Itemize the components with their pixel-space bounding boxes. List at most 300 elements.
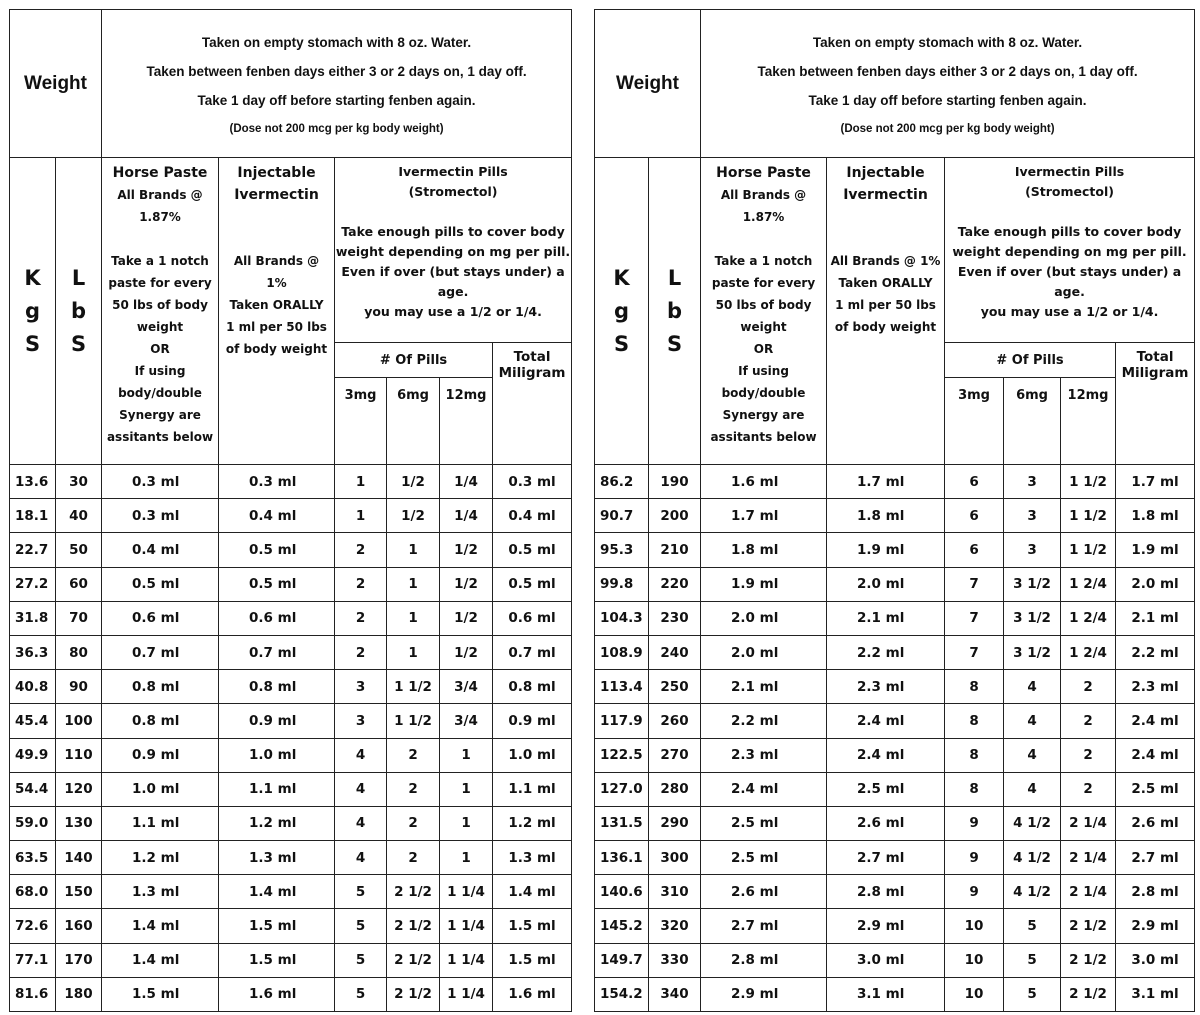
lbs-cell: 80 — [56, 635, 102, 669]
pills-3mg-cell: 2 — [335, 601, 387, 635]
total-mg-cell: 0.9 ml — [493, 704, 572, 738]
mg3-header: 3mg — [335, 378, 387, 465]
table-row — [10, 943, 572, 977]
total-mg-cell: 1.0 ml — [493, 738, 572, 772]
pills-12mg-cell: 1/4 — [440, 465, 493, 499]
dosage-table-right — [594, 9, 1194, 1012]
horse-paste-header: Horse Paste All Brands @ 1.87% Take a 1 notch paste for every 50 lbs of body weight OR If using body/double Synergy are assitants below — [102, 158, 219, 465]
lbs-cell: 290 — [649, 806, 701, 840]
injectable-cell: 1.3 ml — [219, 841, 335, 875]
pills-3mg-cell: 9 — [945, 841, 1004, 875]
injectable-cell: 2.7 ml — [827, 841, 945, 875]
pills-3mg-cell: 7 — [945, 635, 1004, 669]
injectable-header: Injectable Ivermectin All Brands @ 1% Taken ORALLY 1 ml per 50 lbs of body weight — [827, 158, 945, 465]
injectable-cell: 0.9 ml — [219, 704, 335, 738]
kg-cell: 127.0 — [595, 772, 649, 806]
lbs-cell: 70 — [56, 601, 102, 635]
kg-cell: 72.6 — [10, 909, 56, 943]
total-header: Total Miligram — [493, 343, 572, 465]
injectable-cell: 2.4 ml — [827, 738, 945, 772]
lbs-cell: 160 — [56, 909, 102, 943]
total-mg-cell: 1.8 ml — [1116, 499, 1195, 533]
pills-6mg-cell: 3 1/2 — [1004, 635, 1061, 669]
total-mg-cell: 1.1 ml — [493, 772, 572, 806]
total-mg-cell: 1.9 ml — [1116, 533, 1195, 567]
table-row — [10, 841, 572, 875]
total-mg-cell: 3.1 ml — [1116, 977, 1195, 1011]
kg-cell: 145.2 — [595, 909, 649, 943]
lbs-cell: 310 — [649, 875, 701, 909]
injectable-cell: 1.5 ml — [219, 909, 335, 943]
pills-6mg-cell: 1 — [387, 601, 440, 635]
table-row — [10, 635, 572, 669]
pills-3mg-cell: 1 — [335, 499, 387, 533]
injectable-cell: 0.5 ml — [219, 567, 335, 601]
kg-cell: 49.9 — [10, 738, 56, 772]
horse-paste-cell: 2.6 ml — [701, 875, 827, 909]
lbs-cell: 90 — [56, 670, 102, 704]
pills-12mg-cell: 1 2/4 — [1061, 567, 1116, 601]
lbs-cell: 180 — [56, 977, 102, 1011]
mg12-header: 12mg — [440, 378, 493, 465]
table-row — [10, 499, 572, 533]
kg-cell: 77.1 — [10, 943, 56, 977]
horse-paste-cell: 1.0 ml — [102, 772, 219, 806]
pills-6mg-cell: 2 1/2 — [387, 875, 440, 909]
pills-3mg-cell: 10 — [945, 977, 1004, 1011]
injectable-cell: 2.9 ml — [827, 909, 945, 943]
total-mg-cell: 2.4 ml — [1116, 738, 1195, 772]
mg3-header: 3mg — [945, 378, 1004, 465]
weight-label: Weight — [595, 10, 701, 158]
kgs-header: K g S — [595, 158, 649, 465]
horse-paste-cell: 2.2 ml — [701, 704, 827, 738]
injectable-cell: 2.0 ml — [827, 567, 945, 601]
instructions: Taken on empty stomach with 8 oz. Water. Taken between fenben days either 3 or 2 days on, 1 day off. Take 1 day off before starting fenben again. (Dose not 200 mcg per kg body weight) — [701, 10, 1195, 158]
injectable-cell: 1.6 ml — [219, 977, 335, 1011]
pills-12mg-cell: 1 2/4 — [1061, 601, 1116, 635]
pills-3mg-cell: 7 — [945, 601, 1004, 635]
total-mg-cell: 2.9 ml — [1116, 909, 1195, 943]
pills-3mg-cell: 6 — [945, 499, 1004, 533]
table-row — [10, 567, 572, 601]
kg-cell: 81.6 — [10, 977, 56, 1011]
pills-6mg-cell: 4 — [1004, 738, 1061, 772]
pills-12mg-cell: 1 1/4 — [440, 909, 493, 943]
injectable-cell: 1.8 ml — [827, 499, 945, 533]
table-row — [595, 943, 1195, 977]
kg-cell: 54.4 — [10, 772, 56, 806]
horse-paste-cell: 2.9 ml — [701, 977, 827, 1011]
total-mg-cell: 2.2 ml — [1116, 635, 1195, 669]
pills-3mg-cell: 6 — [945, 465, 1004, 499]
pills-6mg-cell: 4 1/2 — [1004, 875, 1061, 909]
injectable-cell: 3.0 ml — [827, 943, 945, 977]
horse-paste-cell: 1.8 ml — [701, 533, 827, 567]
injectable-cell: 3.1 ml — [827, 977, 945, 1011]
horse-paste-cell: 0.8 ml — [102, 704, 219, 738]
kg-cell: 140.6 — [595, 875, 649, 909]
pills-12mg-cell: 2 — [1061, 670, 1116, 704]
pills-header: Ivermectin Pills (Stromectol) Take enough pills to cover body weight depending on mg per pill. Even if over (but stays under) a age. you may use a 1/2 or 1/4. — [945, 158, 1195, 343]
pills-6mg-cell: 1 — [387, 533, 440, 567]
table-row — [595, 806, 1195, 840]
total-mg-cell: 1.4 ml — [493, 875, 572, 909]
kg-cell: 27.2 — [10, 567, 56, 601]
table-row — [595, 567, 1195, 601]
total-mg-cell: 1.2 ml — [493, 806, 572, 840]
total-mg-cell: 2.0 ml — [1116, 567, 1195, 601]
lbs-cell: 50 — [56, 533, 102, 567]
kg-cell: 117.9 — [595, 704, 649, 738]
pills-3mg-cell: 4 — [335, 772, 387, 806]
total-mg-cell: 0.3 ml — [493, 465, 572, 499]
horse-paste-cell: 1.5 ml — [102, 977, 219, 1011]
lbs-cell: 280 — [649, 772, 701, 806]
total-mg-cell: 3.0 ml — [1116, 943, 1195, 977]
pills-6mg-cell: 4 1/2 — [1004, 806, 1061, 840]
pills-3mg-cell: 6 — [945, 533, 1004, 567]
lbs-cell: 220 — [649, 567, 701, 601]
table-row — [595, 772, 1195, 806]
table-row — [10, 909, 572, 943]
pills-12mg-cell: 1/2 — [440, 635, 493, 669]
lbs-cell: 30 — [56, 465, 102, 499]
weight-label: Weight — [10, 10, 102, 158]
horse-paste-cell: 2.3 ml — [701, 738, 827, 772]
lbs-cell: 210 — [649, 533, 701, 567]
horse-paste-cell: 2.1 ml — [701, 670, 827, 704]
table-row — [10, 704, 572, 738]
table-row — [595, 875, 1195, 909]
pills-12mg-cell: 1 1/2 — [1061, 499, 1116, 533]
injectable-cell: 2.5 ml — [827, 772, 945, 806]
lbs-cell: 40 — [56, 499, 102, 533]
injectable-cell: 2.1 ml — [827, 601, 945, 635]
lbs-cell: 200 — [649, 499, 701, 533]
kg-cell: 40.8 — [10, 670, 56, 704]
pills-3mg-cell: 5 — [335, 875, 387, 909]
injectable-cell: 0.7 ml — [219, 635, 335, 669]
total-mg-cell: 1.7 ml — [1116, 465, 1195, 499]
pills-12mg-cell: 2 1/4 — [1061, 875, 1116, 909]
table-row — [595, 909, 1195, 943]
table-row — [595, 841, 1195, 875]
injectable-cell: 1.0 ml — [219, 738, 335, 772]
kg-cell: 63.5 — [10, 841, 56, 875]
lbs-header: L b S — [649, 158, 701, 465]
pills-6mg-cell: 3 — [1004, 499, 1061, 533]
pills-12mg-cell: 1 1/2 — [1061, 533, 1116, 567]
pills-6mg-cell: 1 — [387, 567, 440, 601]
table-row — [595, 704, 1195, 738]
pills-6mg-cell: 1 1/2 — [387, 670, 440, 704]
pills-3mg-cell: 2 — [335, 635, 387, 669]
horse-paste-cell: 0.7 ml — [102, 635, 219, 669]
kg-cell: 31.8 — [10, 601, 56, 635]
total-mg-cell: 0.5 ml — [493, 567, 572, 601]
pills-3mg-cell: 1 — [335, 465, 387, 499]
total-mg-cell: 0.5 ml — [493, 533, 572, 567]
lbs-cell: 150 — [56, 875, 102, 909]
horse-paste-cell: 0.6 ml — [102, 601, 219, 635]
pills-6mg-cell: 5 — [1004, 909, 1061, 943]
table-row — [10, 806, 572, 840]
horse-paste-cell: 0.5 ml — [102, 567, 219, 601]
total-mg-cell: 2.6 ml — [1116, 806, 1195, 840]
pills-6mg-cell: 3 — [1004, 533, 1061, 567]
pills-12mg-cell: 2 1/2 — [1061, 943, 1116, 977]
pills-6mg-cell: 2 — [387, 806, 440, 840]
pills-12mg-cell: 1/2 — [440, 567, 493, 601]
kg-cell: 18.1 — [10, 499, 56, 533]
table-row — [10, 533, 572, 567]
pills-12mg-cell: 1/2 — [440, 533, 493, 567]
lbs-cell: 320 — [649, 909, 701, 943]
lbs-cell: 250 — [649, 670, 701, 704]
injectable-cell: 0.3 ml — [219, 465, 335, 499]
total-mg-cell: 2.5 ml — [1116, 772, 1195, 806]
horse-paste-cell: 0.9 ml — [102, 738, 219, 772]
total-mg-cell: 2.1 ml — [1116, 601, 1195, 635]
kg-cell: 86.2 — [595, 465, 649, 499]
kg-cell: 59.0 — [10, 806, 56, 840]
table-row — [10, 670, 572, 704]
kg-cell: 108.9 — [595, 635, 649, 669]
horse-paste-cell: 1.3 ml — [102, 875, 219, 909]
table-row — [10, 738, 572, 772]
instructions: Taken on empty stomach with 8 oz. Water. Taken between fenben days either 3 or 2 days on, 1 day off. Take 1 day off before starting fenben again. (Dose not 200 mcg per kg body weight) — [102, 10, 572, 158]
injectable-cell: 1.9 ml — [827, 533, 945, 567]
horse-paste-cell: 1.2 ml — [102, 841, 219, 875]
mg6-header: 6mg — [387, 378, 440, 465]
total-header: Total Miligram — [1116, 343, 1195, 465]
horse-paste-cell: 2.0 ml — [701, 635, 827, 669]
pills-12mg-cell: 1 1/2 — [1061, 465, 1116, 499]
pills-6mg-cell: 5 — [1004, 977, 1061, 1011]
lbs-cell: 240 — [649, 635, 701, 669]
lbs-cell: 260 — [649, 704, 701, 738]
pills-6mg-cell: 3 1/2 — [1004, 601, 1061, 635]
total-mg-cell: 1.6 ml — [493, 977, 572, 1011]
pills-6mg-cell: 4 — [1004, 772, 1061, 806]
pills-6mg-cell: 2 1/2 — [387, 943, 440, 977]
injectable-cell: 1.1 ml — [219, 772, 335, 806]
injectable-cell: 2.4 ml — [827, 704, 945, 738]
pills-3mg-cell: 10 — [945, 909, 1004, 943]
lbs-cell: 60 — [56, 567, 102, 601]
total-mg-cell: 0.8 ml — [493, 670, 572, 704]
table-row — [10, 465, 572, 499]
injectable-header: Injectable Ivermectin All Brands @ 1% Taken ORALLY 1 ml per 50 lbs of body weight — [219, 158, 335, 465]
pills-12mg-cell: 3/4 — [440, 704, 493, 738]
horse-paste-cell: 1.7 ml — [701, 499, 827, 533]
pills-6mg-cell: 3 1/2 — [1004, 567, 1061, 601]
pills-6mg-cell: 5 — [1004, 943, 1061, 977]
injectable-cell: 0.6 ml — [219, 601, 335, 635]
table-row — [595, 601, 1195, 635]
kg-cell: 113.4 — [595, 670, 649, 704]
kg-cell: 90.7 — [595, 499, 649, 533]
table-row — [595, 499, 1195, 533]
pills-12mg-cell: 1 — [440, 738, 493, 772]
injectable-cell: 1.4 ml — [219, 875, 335, 909]
pills-3mg-cell: 5 — [335, 943, 387, 977]
table-row — [10, 977, 572, 1011]
pills-3mg-cell: 3 — [335, 704, 387, 738]
lbs-cell: 270 — [649, 738, 701, 772]
lbs-cell: 110 — [56, 738, 102, 772]
total-mg-cell: 2.8 ml — [1116, 875, 1195, 909]
total-mg-cell: 1.5 ml — [493, 909, 572, 943]
total-mg-cell: 0.7 ml — [493, 635, 572, 669]
lbs-cell: 300 — [649, 841, 701, 875]
horse-paste-cell: 2.8 ml — [701, 943, 827, 977]
table-row — [10, 601, 572, 635]
pills-12mg-cell: 1 — [440, 806, 493, 840]
pills-12mg-cell: 2 — [1061, 772, 1116, 806]
lbs-cell: 100 — [56, 704, 102, 738]
kg-cell: 13.6 — [10, 465, 56, 499]
pills-12mg-cell: 3/4 — [440, 670, 493, 704]
table-row — [595, 977, 1195, 1011]
horse-paste-cell: 0.4 ml — [102, 533, 219, 567]
table-row — [595, 635, 1195, 669]
table-row — [595, 465, 1195, 499]
pills-6mg-cell: 4 — [1004, 670, 1061, 704]
pills-12mg-cell: 1 1/4 — [440, 943, 493, 977]
pills-3mg-cell: 8 — [945, 670, 1004, 704]
pills-3mg-cell: 8 — [945, 704, 1004, 738]
pills-6mg-cell: 2 — [387, 841, 440, 875]
total-mg-cell: 2.3 ml — [1116, 670, 1195, 704]
kg-cell: 68.0 — [10, 875, 56, 909]
pills-12mg-cell: 1/4 — [440, 499, 493, 533]
pills-12mg-cell: 2 1/2 — [1061, 909, 1116, 943]
table-row — [595, 533, 1195, 567]
pills-12mg-cell: 2 — [1061, 738, 1116, 772]
injectable-cell: 1.5 ml — [219, 943, 335, 977]
table-row — [10, 772, 572, 806]
pills-12mg-cell: 2 1/4 — [1061, 806, 1116, 840]
injectable-cell: 2.2 ml — [827, 635, 945, 669]
pills-12mg-cell: 2 — [1061, 704, 1116, 738]
total-mg-cell: 2.4 ml — [1116, 704, 1195, 738]
pills-6mg-cell: 4 1/2 — [1004, 841, 1061, 875]
mg6-header: 6mg — [1004, 378, 1061, 465]
lbs-cell: 340 — [649, 977, 701, 1011]
kg-cell: 149.7 — [595, 943, 649, 977]
injectable-cell: 1.2 ml — [219, 806, 335, 840]
mg12-header: 12mg — [1061, 378, 1116, 465]
horse-paste-cell: 2.5 ml — [701, 806, 827, 840]
lbs-cell: 120 — [56, 772, 102, 806]
pills-12mg-cell: 1 2/4 — [1061, 635, 1116, 669]
kg-cell: 104.3 — [595, 601, 649, 635]
table-row — [10, 875, 572, 909]
horse-paste-cell: 2.7 ml — [701, 909, 827, 943]
injectable-cell: 0.5 ml — [219, 533, 335, 567]
kg-cell: 122.5 — [595, 738, 649, 772]
table-row — [595, 738, 1195, 772]
pills-12mg-cell: 1 1/4 — [440, 977, 493, 1011]
pills-3mg-cell: 2 — [335, 567, 387, 601]
kg-cell: 45.4 — [10, 704, 56, 738]
pills-3mg-cell: 5 — [335, 977, 387, 1011]
injectable-cell: 2.6 ml — [827, 806, 945, 840]
pills-6mg-cell: 4 — [1004, 704, 1061, 738]
pills-12mg-cell: 1/2 — [440, 601, 493, 635]
pills-6mg-cell: 2 1/2 — [387, 909, 440, 943]
pills-12mg-cell: 1 1/4 — [440, 875, 493, 909]
pills-3mg-cell: 9 — [945, 875, 1004, 909]
horse-paste-header: Horse Paste All Brands @ 1.87% Take a 1 notch paste for every 50 lbs of body weight OR If using body/double Synergy are assitants below — [701, 158, 827, 465]
kg-cell: 99.8 — [595, 567, 649, 601]
injectable-cell: 0.8 ml — [219, 670, 335, 704]
num-pills-header: # Of Pills — [335, 343, 493, 378]
kg-cell: 95.3 — [595, 533, 649, 567]
injectable-cell: 1.7 ml — [827, 465, 945, 499]
pills-6mg-cell: 2 — [387, 772, 440, 806]
lbs-cell: 230 — [649, 601, 701, 635]
num-pills-header: # Of Pills — [945, 343, 1116, 378]
horse-paste-cell: 0.3 ml — [102, 499, 219, 533]
horse-paste-cell: 0.8 ml — [102, 670, 219, 704]
horse-paste-cell: 2.0 ml — [701, 601, 827, 635]
lbs-cell: 170 — [56, 943, 102, 977]
horse-paste-cell: 1.4 ml — [102, 909, 219, 943]
total-mg-cell: 2.7 ml — [1116, 841, 1195, 875]
pills-3mg-cell: 8 — [945, 738, 1004, 772]
pills-12mg-cell: 2 1/2 — [1061, 977, 1116, 1011]
kg-cell: 36.3 — [10, 635, 56, 669]
total-mg-cell: 1.3 ml — [493, 841, 572, 875]
kg-cell: 136.1 — [595, 841, 649, 875]
kg-cell: 22.7 — [10, 533, 56, 567]
horse-paste-cell: 1.6 ml — [701, 465, 827, 499]
kg-cell: 154.2 — [595, 977, 649, 1011]
table-row — [595, 670, 1195, 704]
pills-6mg-cell: 2 — [387, 738, 440, 772]
pills-3mg-cell: 10 — [945, 943, 1004, 977]
pills-3mg-cell: 2 — [335, 533, 387, 567]
lbs-cell: 190 — [649, 465, 701, 499]
pills-6mg-cell: 1 — [387, 635, 440, 669]
pills-3mg-cell: 8 — [945, 772, 1004, 806]
pills-3mg-cell: 4 — [335, 841, 387, 875]
horse-paste-cell: 1.9 ml — [701, 567, 827, 601]
pills-header: Ivermectin Pills (Stromectol) Take enough pills to cover body weight depending on mg per pill. Even if over (but stays under) a age. you may use a 1/2 or 1/4. — [335, 158, 572, 343]
total-mg-cell: 0.4 ml — [493, 499, 572, 533]
horse-paste-cell: 0.3 ml — [102, 465, 219, 499]
pills-3mg-cell: 3 — [335, 670, 387, 704]
lbs-cell: 140 — [56, 841, 102, 875]
pills-6mg-cell: 3 — [1004, 465, 1061, 499]
dosage-table-left — [9, 9, 571, 1012]
pills-3mg-cell: 7 — [945, 567, 1004, 601]
horse-paste-cell: 1.1 ml — [102, 806, 219, 840]
pills-6mg-cell: 1/2 — [387, 465, 440, 499]
pills-6mg-cell: 2 1/2 — [387, 977, 440, 1011]
horse-paste-cell: 2.4 ml — [701, 772, 827, 806]
injectable-cell: 2.3 ml — [827, 670, 945, 704]
pills-12mg-cell: 1 — [440, 841, 493, 875]
pills-6mg-cell: 1 1/2 — [387, 704, 440, 738]
horse-paste-cell: 1.4 ml — [102, 943, 219, 977]
pills-3mg-cell: 4 — [335, 738, 387, 772]
pills-6mg-cell: 1/2 — [387, 499, 440, 533]
pills-3mg-cell: 4 — [335, 806, 387, 840]
